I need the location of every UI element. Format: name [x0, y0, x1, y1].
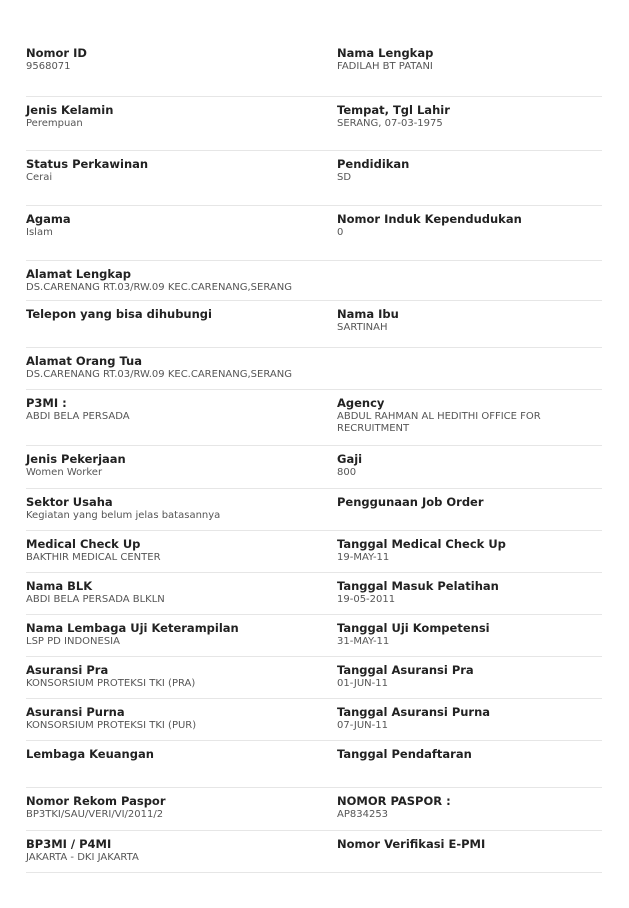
- field-label: Nama Lengkap: [337, 46, 434, 60]
- detail-row: [26, 446, 602, 489]
- detail-row: [26, 657, 602, 699]
- field-label: Jenis Pekerjaan: [26, 452, 126, 466]
- field-tanggal-pendaftaran: [337, 747, 602, 787]
- field-value: SARTINAH: [337, 322, 388, 333]
- field-asuransi-pra: [26, 663, 337, 698]
- field-nik: [337, 212, 602, 260]
- field-label: Agency: [337, 396, 385, 410]
- field-tanggal-asuransi-pra: [337, 663, 602, 698]
- field-value: ABDI BELA PERSADA: [26, 411, 130, 422]
- field-lembaga-keuangan: [26, 747, 337, 787]
- field-value: SD: [337, 172, 352, 183]
- field-value: Islam: [26, 227, 53, 238]
- field-label: Alamat Lengkap: [26, 267, 132, 281]
- field-label: Nama Ibu: [337, 307, 399, 321]
- field-tanggal-uji-kompetensi: [337, 621, 602, 656]
- field-label: Tanggal Medical Check Up: [337, 537, 506, 551]
- field-label: Tempat, Tgl Lahir: [337, 103, 450, 117]
- field-value: JAKARTA - DKI JAKARTA: [26, 852, 139, 863]
- field-label: Pendidikan: [337, 157, 410, 171]
- field-nomor-paspor: [337, 794, 602, 830]
- detail-row: [26, 97, 602, 151]
- field-nomor-verifikasi-epmi: [337, 837, 602, 872]
- field-value: Women Worker: [26, 467, 103, 478]
- detail-row: [26, 301, 602, 348]
- detail-row: [26, 788, 602, 831]
- detail-row: [26, 206, 602, 261]
- detail-row: [26, 741, 602, 788]
- field-tanggal-asuransi-purna: [337, 705, 602, 740]
- field-nama-ibu: [337, 307, 602, 347]
- field-label: Tanggal Asuransi Purna: [337, 705, 491, 719]
- field-value: AP834253: [337, 809, 389, 820]
- field-label: Nomor ID: [26, 46, 87, 60]
- field-gaji: [337, 452, 602, 488]
- field-label: Agama: [26, 212, 71, 226]
- field-penggunaan-job-order: [337, 495, 602, 530]
- field-value: 0: [337, 227, 344, 238]
- detail-row: [26, 348, 602, 390]
- field-value: 19-MAY-11: [337, 552, 390, 563]
- field-value: BP3TKI/SAU/VERI/VI/2011/2: [26, 809, 164, 820]
- field-pendidikan: [337, 157, 602, 205]
- field-value: DS.CARENANG RT.03/RW.09 KEC.CARENANG,SERANG: [26, 282, 292, 293]
- field-label: Tanggal Uji Kompetensi: [337, 621, 490, 635]
- field-label: Tanggal Asuransi Pra: [337, 663, 474, 677]
- field-label: Medical Check Up: [26, 537, 141, 551]
- field-agama: [26, 212, 337, 260]
- field-alamat-lengkap: [26, 267, 602, 300]
- field-label: Jenis Kelamin: [26, 103, 114, 117]
- field-value: FADILAH BT PATANI: [337, 61, 433, 72]
- field-value: 19-05-2011: [337, 594, 396, 605]
- field-nama-lengkap: [337, 46, 602, 96]
- field-value: Cerai: [26, 172, 53, 183]
- field-value: Perempuan: [26, 118, 83, 129]
- field-sektor-usaha: [26, 495, 337, 530]
- field-value: ABDUL RAHMAN AL HEDITHI OFFICE FOR RECRUITMENT: [337, 411, 541, 434]
- field-jenis-pekerjaan: [26, 452, 337, 488]
- field-jenis-kelamin: [26, 103, 337, 150]
- field-value: KONSORSIUM PROTEKSI TKI (PUR): [26, 720, 197, 731]
- field-value: 9568071: [26, 61, 71, 72]
- field-telepon: [26, 307, 337, 347]
- field-value: 31-MAY-11: [337, 636, 390, 647]
- field-label: Status Perkawinan: [26, 157, 149, 171]
- field-label: NOMOR PASPOR :: [337, 794, 451, 808]
- field-label: P3MI :: [26, 396, 67, 410]
- field-nomor-id: [26, 46, 337, 96]
- field-nama-blk: [26, 579, 337, 614]
- field-value: 800: [337, 467, 357, 478]
- field-label: Lembaga Keuangan: [26, 747, 154, 761]
- field-label: Nomor Rekom Paspor: [26, 794, 166, 808]
- field-nomor-rekom-paspor: [26, 794, 337, 830]
- field-value: LSP PD INDONESIA: [26, 636, 120, 647]
- detail-row: [26, 531, 602, 573]
- detail-row: [26, 151, 602, 206]
- field-label: Asuransi Purna: [26, 705, 125, 719]
- field-agency: [337, 396, 602, 445]
- detail-row: [26, 831, 602, 873]
- detail-row: [26, 573, 602, 615]
- field-label: Gaji: [337, 452, 363, 466]
- detail-row: [26, 489, 602, 531]
- field-value: ABDI BELA PERSADA BLKLN: [26, 594, 165, 605]
- field-nama-lembaga-uji: [26, 621, 337, 656]
- field-label: Nomor Induk Kependudukan: [337, 212, 522, 226]
- field-value: DS.CARENANG RT.03/RW.09 KEC.CARENANG,SERANG: [26, 369, 292, 380]
- field-label: Nomor Verifikasi E-PMI: [337, 837, 486, 851]
- field-value: SERANG, 07-03-1975: [337, 118, 443, 129]
- field-status-perkawinan: [26, 157, 337, 205]
- field-label: Tanggal Masuk Pelatihan: [337, 579, 499, 593]
- field-label: Alamat Orang Tua: [26, 354, 143, 368]
- field-bp3mi-p4mi: [26, 837, 337, 872]
- field-tanggal-medical-check-up: [337, 537, 602, 572]
- field-value: KONSORSIUM PROTEKSI TKI (PRA): [26, 678, 196, 689]
- field-p3mi: [26, 396, 337, 445]
- detail-row: [26, 40, 602, 97]
- field-tanggal-masuk-pelatihan: [337, 579, 602, 614]
- field-label: Telepon yang bisa dihubungi: [26, 307, 212, 321]
- field-tempat-tgl-lahir: [337, 103, 602, 150]
- detail-row: [26, 390, 602, 446]
- field-asuransi-purna: [26, 705, 337, 740]
- field-label: Nama Lembaga Uji Keterampilan: [26, 621, 239, 635]
- field-label: Asuransi Pra: [26, 663, 109, 677]
- field-label: Sektor Usaha: [26, 495, 113, 509]
- field-value: 01-JUN-11: [337, 678, 388, 689]
- field-alamat-orang-tua: [26, 354, 602, 389]
- field-medical-check-up: [26, 537, 337, 572]
- field-value: BAKTHIR MEDICAL CENTER: [26, 552, 161, 563]
- detail-row: [26, 699, 602, 741]
- field-label: Nama BLK: [26, 579, 93, 593]
- field-label: BP3MI / P4MI: [26, 837, 112, 851]
- field-value: 07-JUN-11: [337, 720, 388, 731]
- detail-row: [26, 615, 602, 657]
- detail-row: [26, 261, 602, 301]
- field-value: Kegiatan yang belum jelas batasannya: [26, 510, 221, 521]
- field-label: Penggunaan Job Order: [337, 495, 484, 509]
- field-label: Tanggal Pendaftaran: [337, 747, 472, 761]
